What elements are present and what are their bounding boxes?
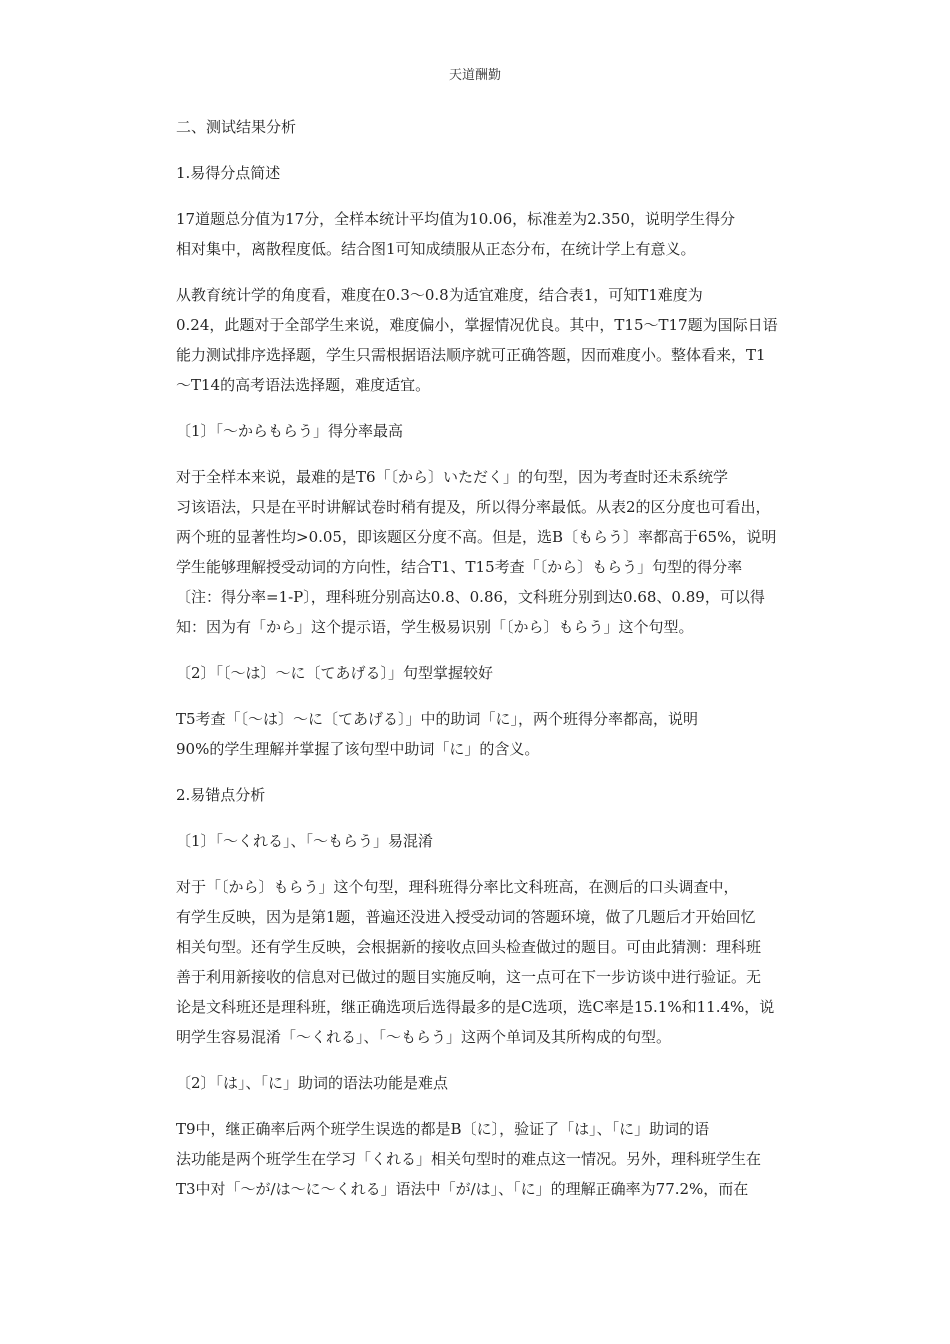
paragraph-line: 相关句型。还有学生反映，会根据新的接收点回头检查做过的题目。可由此猜测：理科班 — [176, 938, 762, 956]
point-heading: 〔1〕「～からもらう」得分率最高 — [176, 422, 404, 440]
paragraph-line: 学生能够理解授受动词的方向性，结合T1、T15考查「〔から〕もらう」句型的得分率 — [176, 558, 743, 576]
document-body — [176, 112, 802, 1220]
paragraph-line: 法功能是两个班学生在学习「くれる」相关句型时的难点这一情况。另外，理科班学生在 — [176, 1150, 762, 1168]
paragraph-line: 从教育统计学的角度看，难度在0.3～0.8为适宜难度，结合表1，可知T1难度为 — [176, 286, 703, 304]
point-heading: 〔2〕「〔～は〕～に〔てあげる〕」句型掌握较好 — [176, 664, 494, 682]
paragraph-line: 〔注：得分率=1-P〕，理科班分别高达0.8、0.86，文科班分别到达0.68、0.89，可以得 — [176, 588, 765, 606]
paragraph-line: T9中，继正确率后两个班学生误选的都是B〔に〕，验证了「は」、「に」助词的语 — [176, 1120, 710, 1138]
paragraph-line: 相对集中，离散程度低。结合图1可知成绩服从正态分布，在统计学上有意义。 — [176, 240, 696, 258]
paragraph — [176, 462, 802, 642]
paragraph-line: T5考查「〔～は〕～に〔てあげる〕」中的助词「に」，两个班得分率都高，说明 — [176, 710, 699, 728]
paragraph-line: T3中对「～が/は～に～くれる」语法中「が/は」、「に」的理解正确率为77.2%，而在 — [176, 1180, 749, 1198]
page-header: 天道酬勤 — [448, 68, 501, 83]
paragraph-line: 90%的学生理解并掌握了该句型中助词「に」的含义。 — [176, 740, 540, 758]
subsection-heading: 2.易错点分析 — [176, 786, 266, 804]
paragraph-line: 17道题总分值为17分，全样本统计平均值为10.06，标准差为2.350，说明学生得分 — [176, 210, 736, 228]
paragraph-line: 对于全样本来说，最难的是T6「〔から〕いただく」的句型，因为考查时还未系统学 — [176, 468, 729, 486]
paragraph — [176, 704, 802, 764]
paragraph-line: 明学生容易混淆「～くれる」、「～もらう」这两个单词及其所构成的句型。 — [176, 1028, 672, 1046]
paragraph-line: 知：因为有「から」这个提示语，学生极易识别「〔から〕もらう」这个句型。 — [176, 618, 694, 636]
paragraph-line: 论是文科班还是理科班，继正确选项后选得最多的是C选项，选C率是15.1%和11.4%，说 — [176, 998, 775, 1016]
paragraph — [176, 872, 802, 1052]
paragraph-line: 习该语法，只是在平时讲解试卷时稍有提及，所以得分率最低。从表2的区分度也可看出， — [176, 498, 771, 516]
paragraph-line: ～T14的高考语法选择题，难度适宜。 — [176, 376, 431, 394]
point-heading: 〔1〕「～くれる」、「～もらう」易混淆 — [176, 832, 434, 850]
paragraph-line: 善于利用新接收的信息对已做过的题目实施反响，这一点可在下一步访谈中进行验证。无 — [176, 968, 762, 986]
paragraph-line: 0.24，此题对于全部学生来说，难度偏小，掌握情况优良。其中，T15～T17题为国际日语 — [176, 316, 778, 334]
paragraph — [176, 204, 802, 264]
paragraph-line: 有学生反映，因为是第1题，普遍还没进入授受动词的答题环境，做了几题后才开始回忆 — [176, 908, 756, 926]
paragraph — [176, 280, 802, 400]
paragraph-line: 对于「〔から〕もらう」这个句型，理科班得分率比文科班高，在测后的口头调查中， — [176, 878, 739, 896]
point-heading: 〔2〕「は」、「に」助词的语法功能是难点 — [176, 1074, 449, 1092]
paragraph — [176, 1114, 802, 1204]
section-heading: 二、测试结果分析 — [176, 118, 297, 136]
paragraph-line: 两个班的显著性均>0.05，即该题区分度不高。但是，选B〔もらう〕率都高于65%，说明 — [176, 528, 777, 546]
subsection-heading: 1.易得分点简述 — [176, 164, 281, 182]
paragraph-line: 能力测试排序选择题，学生只需根据语法顺序就可正确答题，因而难度小。整体看来，T1 — [176, 346, 766, 364]
